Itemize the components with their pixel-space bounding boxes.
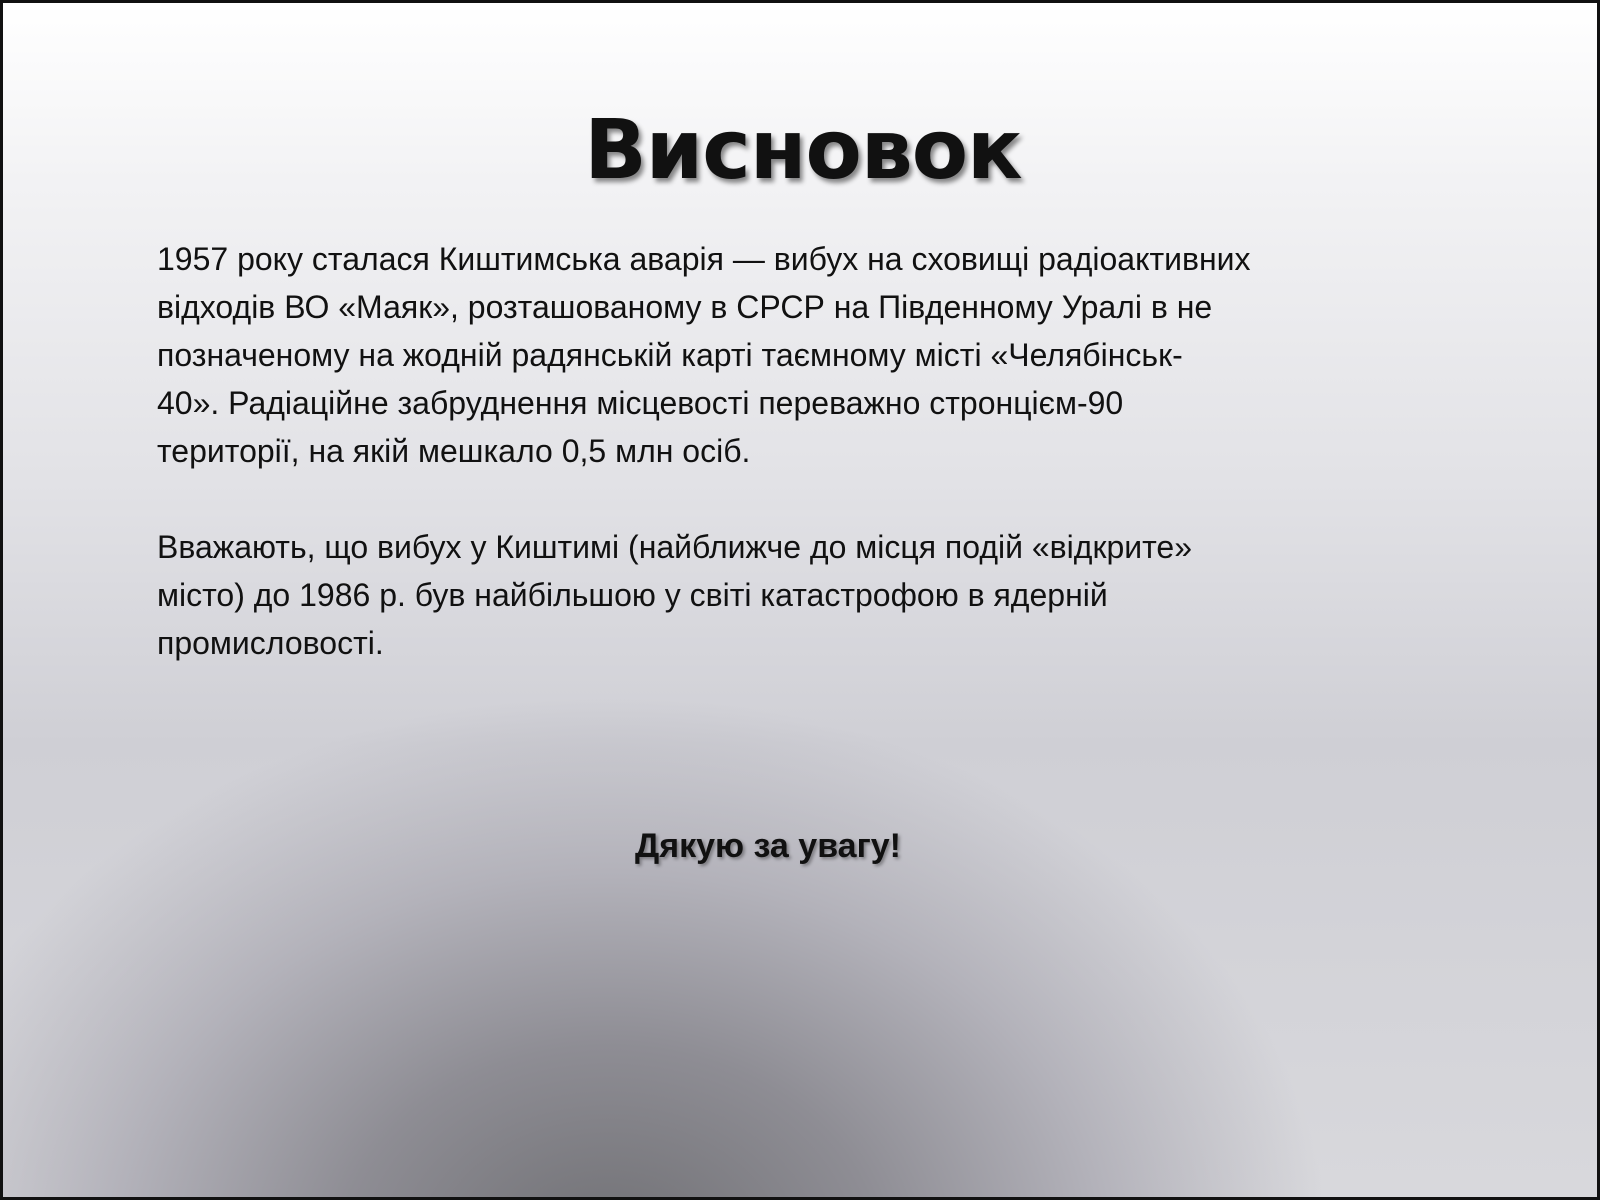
slide-body (157, 235, 1457, 667)
slide-title: Висновок (584, 103, 1022, 198)
body-paragraph-1: 1957 року сталася Киштимська аварія — вибух на сховищі радіоактивних відходів ВО «Маяк», розташованому в СРСР на Південному Уралі в не позначеному на жодній радянській карті таємному місті «Челябінськ- 40». Радіаційне забруднення місцевості переважно стронцієм-90 території, на якій мешкало 0,5 млн осіб. (157, 241, 1251, 469)
closing-text: Дякую за увагу! (635, 827, 901, 865)
body-paragraph-2: Вважають, що вибух у Киштимі (найближче до місця подій «відкрите» місто) до 1986 р. був найбільшою у світі катастрофою в ядерній промисловості. (157, 529, 1193, 661)
